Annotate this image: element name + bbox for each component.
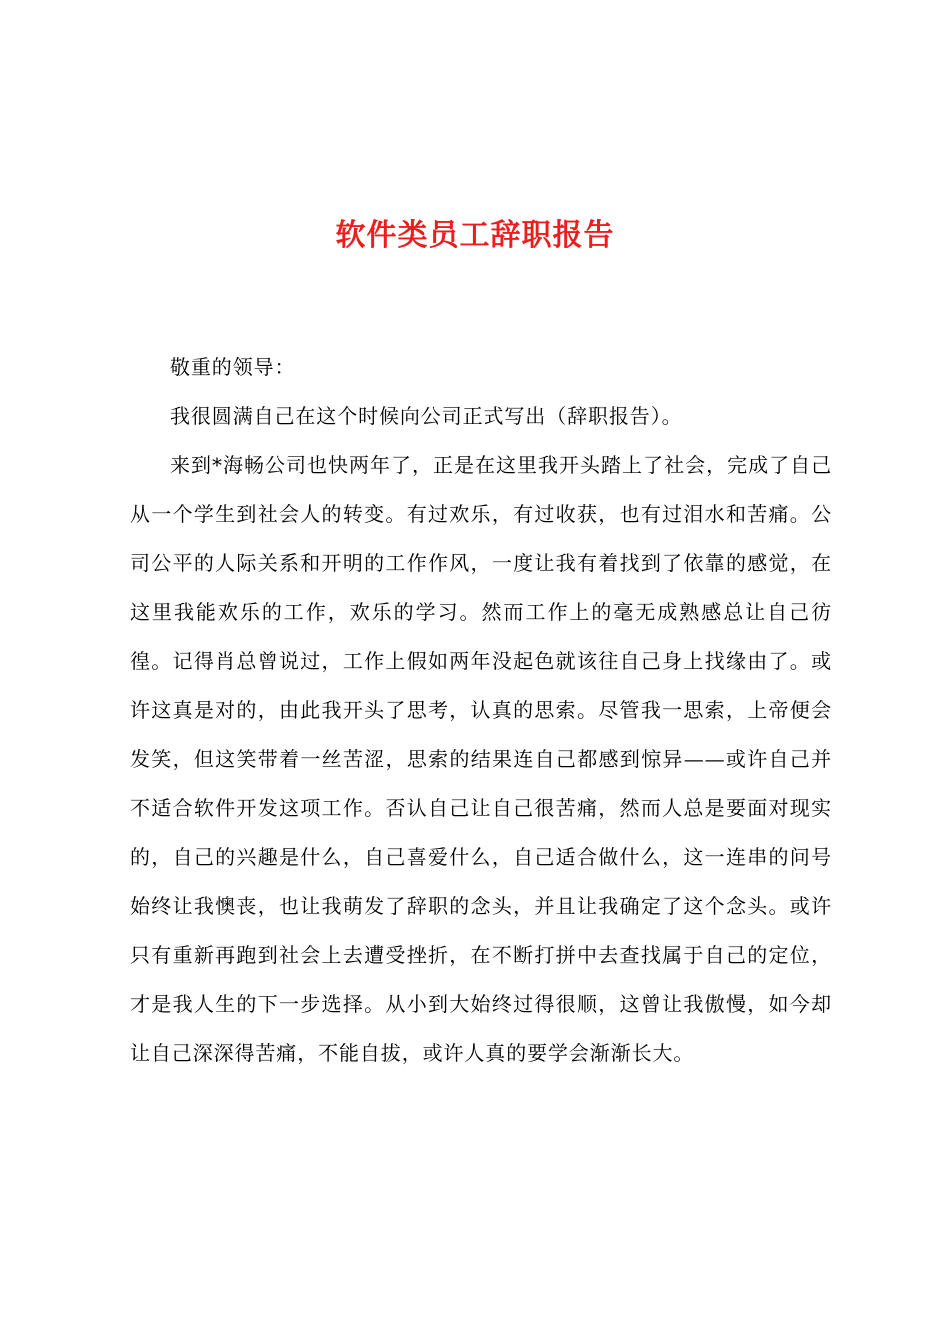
salutation: 敬重的领导：	[170, 355, 296, 379]
document-body	[130, 343, 832, 1078]
document-title: 软件类员工辞职报告	[335, 218, 615, 253]
paragraph-2: 来到*海畅公司也快两年了，正是在这里我开头踏上了社会，完成了自己从一个学生到社会人的转变。有过欢乐，有过收获，也有过泪水和苦痛。公司公平的人际关系和开明的工作作风，一度让我有着找到了依靠的感觉，在这里我能欢乐的工作，欢乐的学习。然而工作上的毫无成熟感总让自己彷徨。记得肖总曾说过，工作上假如两年没起色就该往自己身上找缘由了。或许这真是对的，由此我开头了思考，认真的思索。尽管我一思索，上帝便会发笑，但这笑带着一丝苦涩，思索的结果连自己都感到惊异——或许自己并不适合软件开发这项工作。否认自己让自己很苦痛，然而人总是要面对现实的，自己的兴趣是什么，自己喜爱什么，自己适合做什么，这一连串的问号始终让我懊丧，也让我萌发了辞职的念头，并且让我确定了这个念头。或许只有重新再跑到社会上去遭受挫折，在不断打拼中去查找属于自己的定位，才是我人生的下一步选择。从小到大始终过得很顺，这曾让我傲慢，如今却让自己深深得苦痛，不能自拔，或许人真的要学会渐渐长大。	[130, 453, 832, 1065]
paragraph-1: 我很圆满自己在这个时候向公司正式写出（辞职报告）。	[170, 404, 683, 428]
